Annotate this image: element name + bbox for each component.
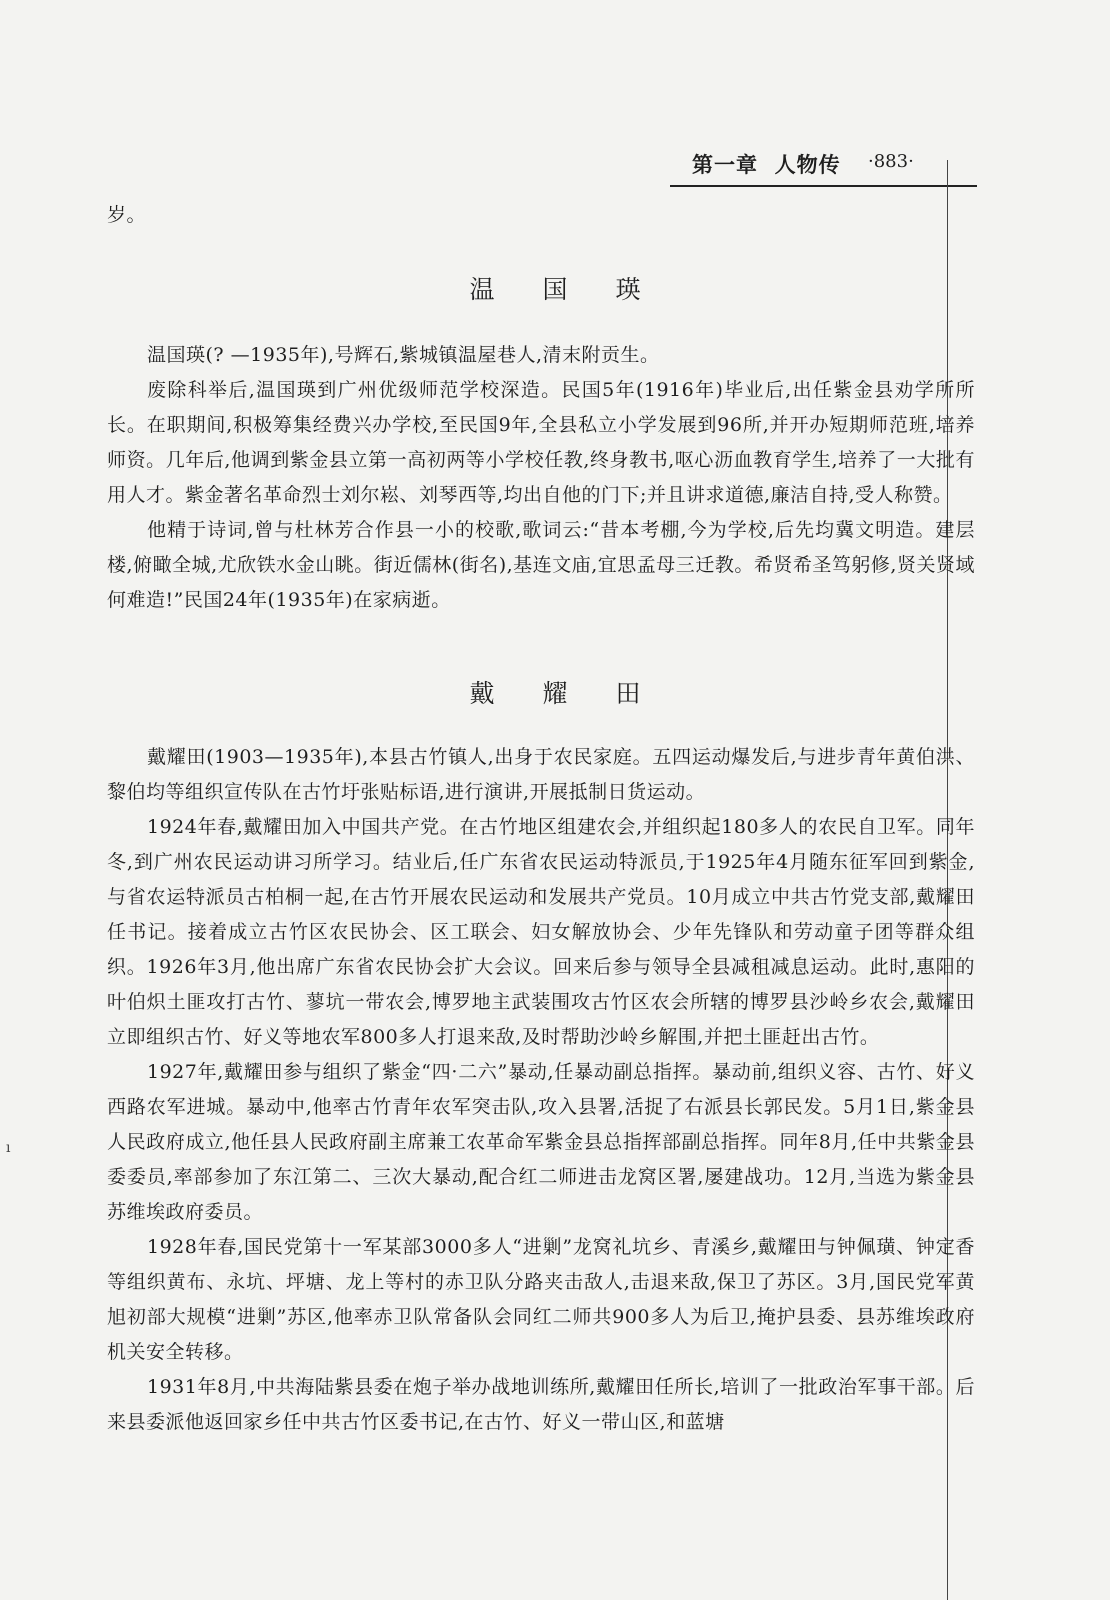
section-body-wen-guoying <box>107 338 975 618</box>
scan-speck: ı <box>6 1140 11 1156</box>
section-title-wen-guoying: 温 国 瑛 <box>469 275 661 304</box>
paragraph: 温国瑛(? —1935年),号辉石,紫城镇温屋巷人,清末附贡生。 <box>147 344 660 366</box>
paragraph: 1924年春,戴耀田加入中国共产党。在古竹地区组建农会,并组织起180多人的农民自卫军。同年冬,到广州农民运动讲习所学习。结业后,任广东省农民运动特派员,于1925年4月随东征军回到紫金,与省农运特派员古柏桐一起,在古竹开展农民运动和发展共产党员。10月成立中共古竹党支部,戴耀田任书记。接着成立古竹区农民协会、区工联会、妇女解放协会、少年先锋队和劳动童子团等群众组织。1926年3月,他出席广东省农民协会扩大会议。回来后参与领导全县减租减息运动。此时,惠阳的叶伯炽土匪攻打古竹、蓼坑一带农会,博罗地主武装围攻古竹区农会所辖的博罗县沙岭乡农会,戴耀田立即组织古竹、好义等地农军800多人打退来敌,及时帮助沙岭乡解围,并把土匪赶出古竹。 <box>107 816 975 1048</box>
page-number: ·883· <box>868 151 914 172</box>
continuation-paragraph: 岁。 <box>107 204 147 226</box>
section-body-dai-yaotian <box>107 740 975 1440</box>
paragraph: 废除科举后,温国瑛到广州优级师范学校深造。民国5年(1916年)毕业后,出任紫金县劝学所所长。在职期间,积极筹集经费兴办学校,至民国9年,全县私立小学发展到96所,并开办短期师范班,培养师资。几年后,他调到紫金县立第一高初两等小学校任教,终身教书,呕心沥血教育学生,培养了一大批有用人才。紫金著名革命烈士刘尔崧、刘琴西等,均出自他的门下;并且讲求道德,廉洁自持,受人称赞。 <box>107 379 975 506</box>
paragraph: 1928年春,国民党第十一军某部3000多人“进剿”龙窝礼坑乡、青溪乡,戴耀田与钟佩璜、钟定香等组织黄布、永坑、坪塘、龙上等村的赤卫队分路夹击敌人,击退来敌,保卫了苏区。3月,国民党军黄旭初部大规模“进剿”苏区,他率赤卫队常备队会同红二师共900多人为后卫,掩护县委、县苏维埃政府机关安全转移。 <box>107 1236 975 1363</box>
paragraph: 1927年,戴耀田参与组织了紫金“四·二六”暴动,任暴动副总指挥。暴动前,组织义容、古竹、好义西路农军进城。暴动中,他率古竹青年农军突击队,攻入县署,活捉了右派县长郭民发。5月1日,紫金县人民政府成立,他任县人民政府副主席兼工农革命军紫金县总指挥部副总指挥。同年8月,任中共紫金县委委员,率部参加了东江第二、三次大暴动,配合红二师进击龙窝区署,屡建战功。12月,当选为紫金县苏维埃政府委员。 <box>107 1061 975 1223</box>
paragraph: 戴耀田(1903—1935年),本县古竹镇人,出身于农民家庭。五四运动爆发后,与进步青年黄伯洪、黎伯均等组织宣传队在古竹圩张贴标语,进行演讲,开展抵制日货运动。 <box>107 746 975 803</box>
paragraph: 1931年8月,中共海陆紫县委在炮子举办战地训练所,戴耀田任所长,培训了一批政治军事干部。后来县委派他返回家乡任中共古竹区委书记,在古竹、好义一带山区,和蓝塘 <box>107 1376 975 1433</box>
running-header <box>670 145 977 187</box>
chapter-title: 第一章 人物传 <box>692 153 841 177</box>
continuation-text <box>107 198 975 233</box>
paragraph: 他精于诗词,曾与杜林芳合作县一小的校歌,歌词云:“昔本考棚,今为学校,后先均冀文明造。建层楼,俯瞰全城,尤欣铁水金山眺。街近儒林(街名),基连文庙,宜思孟母三迁教。希贤希圣笃躬修,贤关贤域何难造!”民国24年(1935年)在家病逝。 <box>107 519 975 611</box>
section-title-dai-yaotian: 戴 耀 田 <box>469 679 661 708</box>
